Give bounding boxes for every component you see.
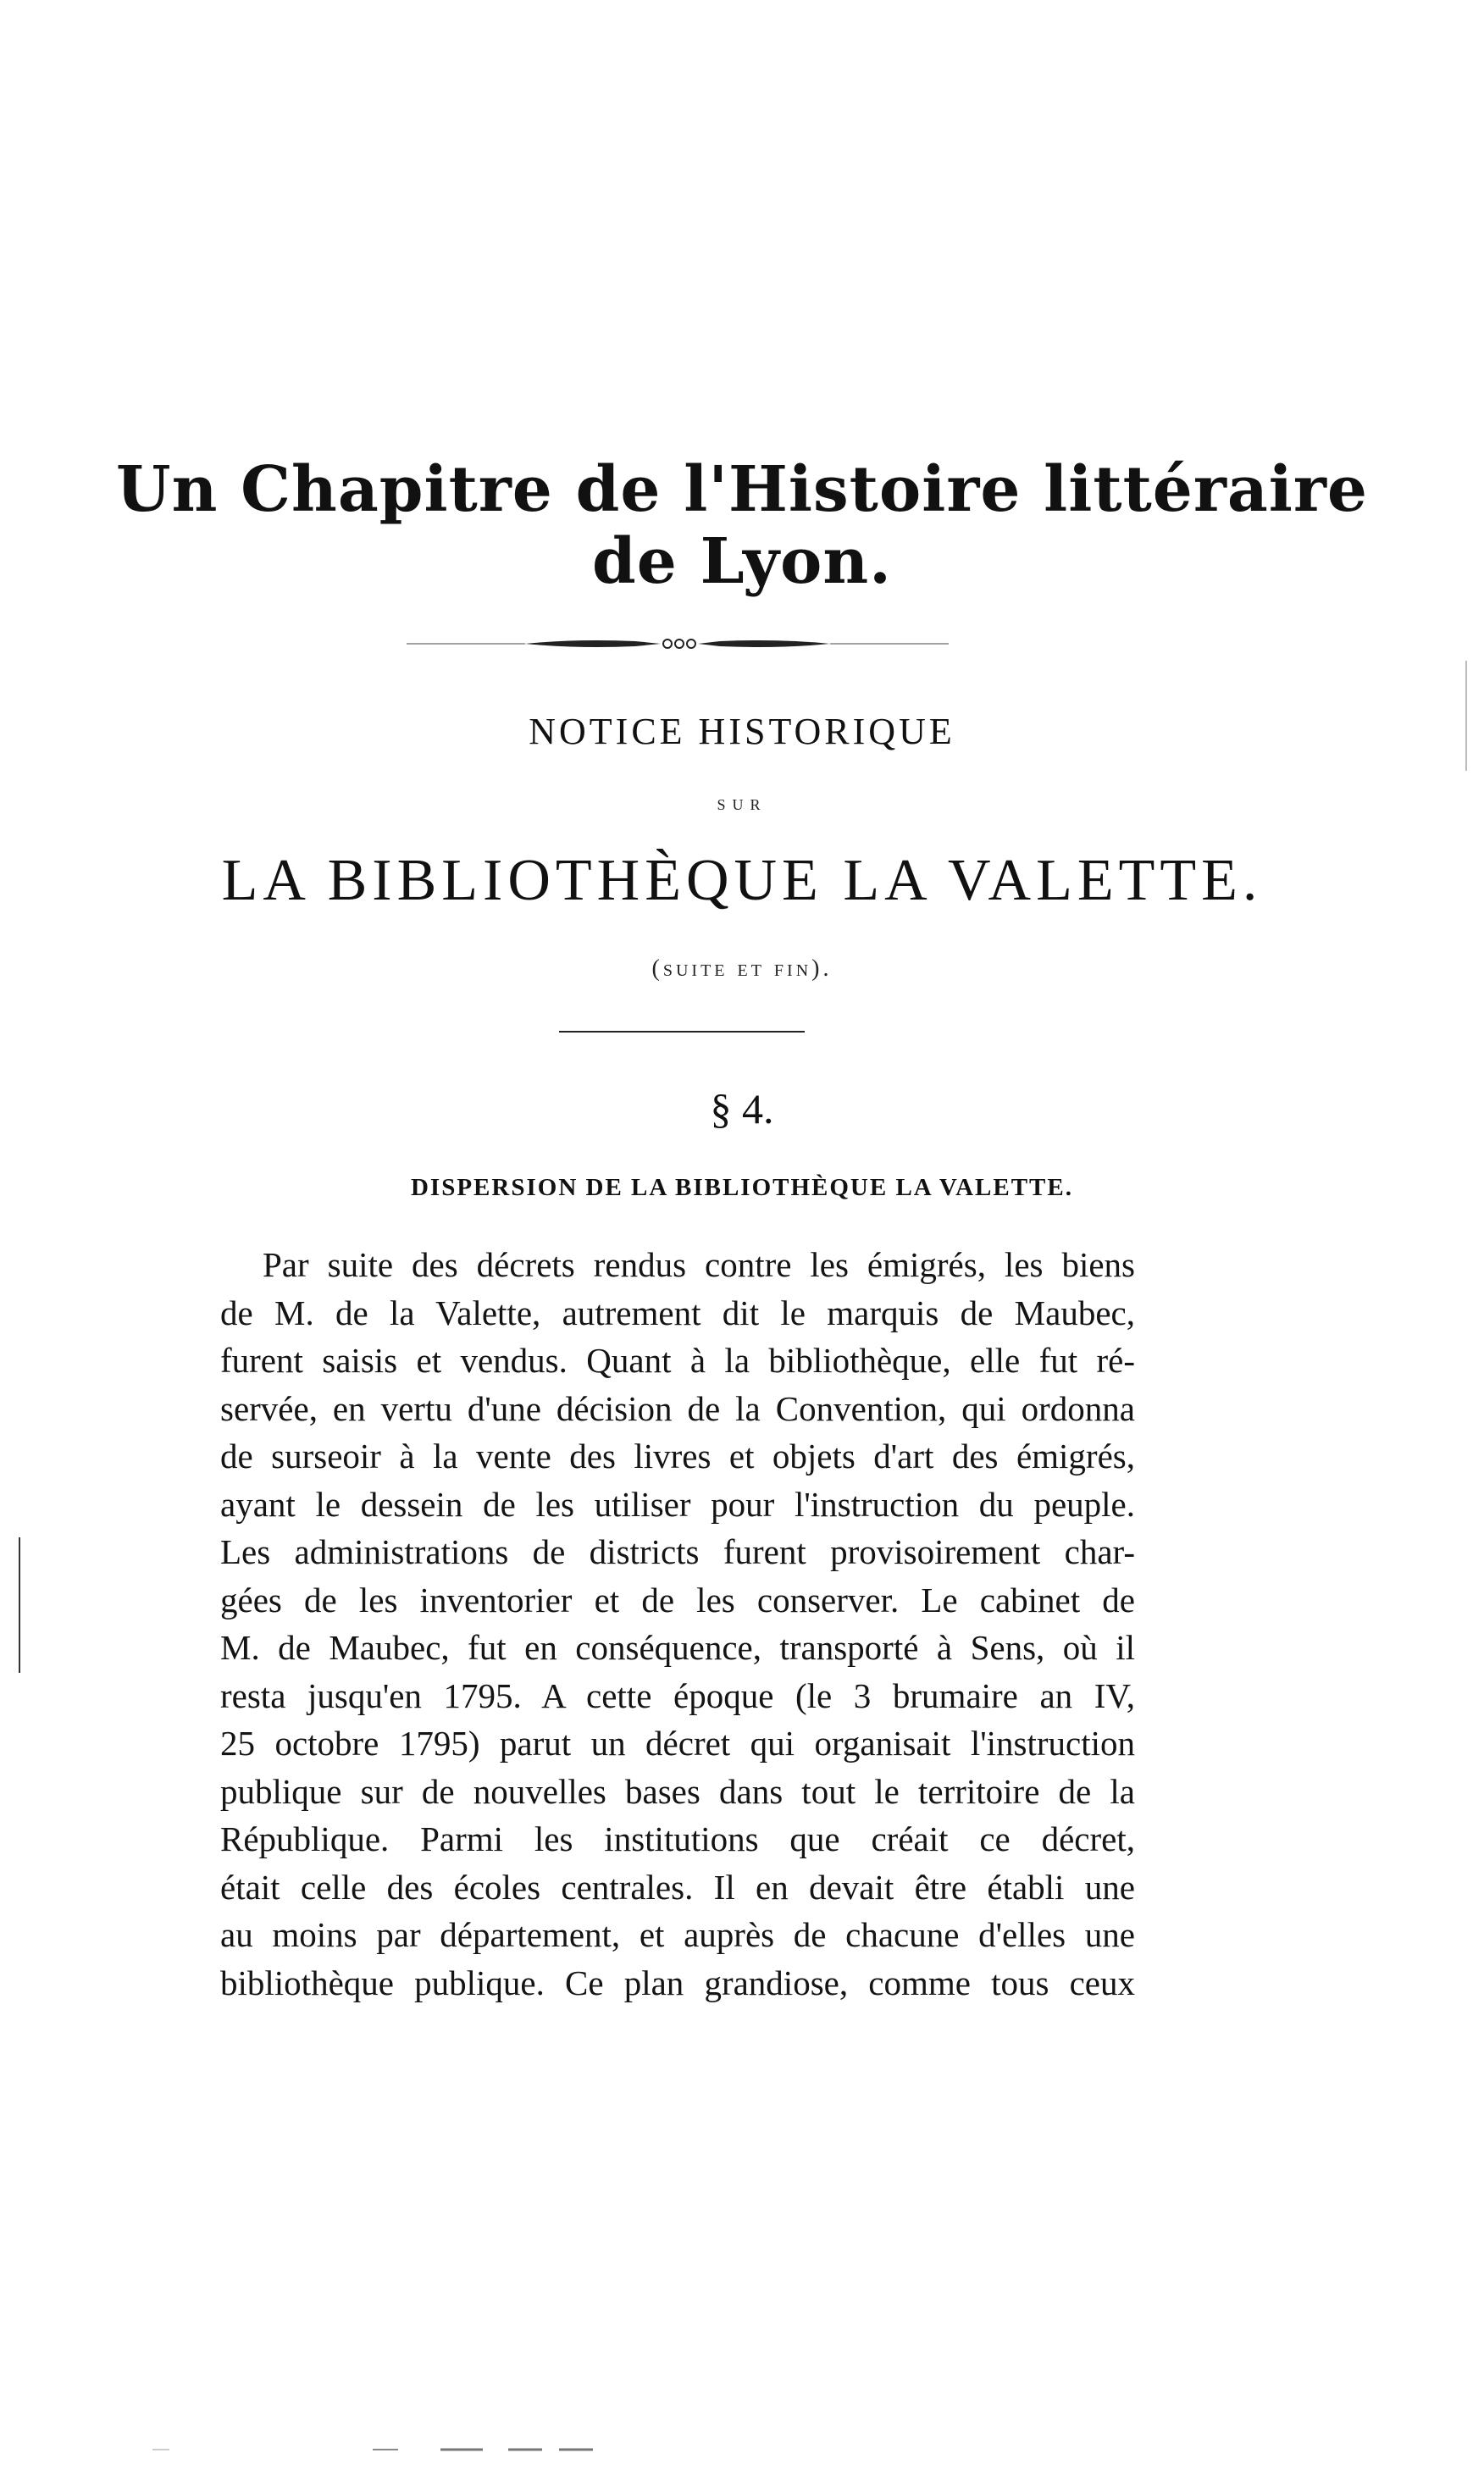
section-title: DISPERSION DE LA BIBLIOTHÈQUE LA VALETTE.: [410, 1174, 1073, 1201]
section-rule: [559, 1031, 805, 1033]
notice-heading: NOTICE HISTORIQUE: [529, 711, 955, 752]
scan-bottom-artifacts: [0, 2443, 644, 2456]
text-line: bibliothèque publique. Ce plan grandiose, comme tous ceux: [220, 1963, 1135, 2002]
scan-margin-mark: [1465, 661, 1467, 771]
notice-subject: LA BIBLIOTHÈQUE LA VALETTE.: [221, 848, 1263, 913]
text-line: 25 octobre 1795) parut un décret qui organisait l'instruction: [220, 1724, 1135, 1763]
text-line: de M. de la Valette, autrement dit le marquis de Maubec,: [220, 1293, 1135, 1332]
text-line: République. Parmi les institutions que créait ce décret,: [220, 1819, 1135, 1858]
ornamental-divider: [407, 627, 949, 661]
body-paragraph: [220, 1241, 1135, 2007]
text-line: Par suite des décrets rendus contre les émigrés, les biens: [263, 1245, 1135, 1284]
text-line: au moins par département, et auprès de chacune d'elles une: [220, 1915, 1135, 1954]
text-line: resta jusqu'en 1795. A cette époque (le 3 brumaire an IV,: [220, 1675, 1135, 1715]
scan-margin-mark: [19, 1537, 20, 1673]
text-line: de surseoir à la vente des livres et objets d'art des émigrés,: [220, 1437, 1135, 1476]
text-line: furent saisis et vendus. Quant à la bibliothèque, elle fut ré-: [220, 1341, 1135, 1380]
text-line: était celle des écoles centrales. Il en devait être établi une: [220, 1867, 1135, 1907]
text-line: Les administrations de districts furent provisoirement char-: [220, 1532, 1135, 1571]
chapter-title-line-2: de Lyon.: [592, 525, 892, 598]
text-line: servée, en vertu d'une décision de la Convention, qui ordonna: [220, 1388, 1135, 1428]
text-line: ayant le dessein de les utiliser pour l'instruction du peuple.: [220, 1484, 1135, 1524]
notice-sur: SUR: [717, 796, 767, 813]
notice-continuation: (suite et fin).: [651, 955, 833, 982]
text-line: M. de Maubec, fut en conséquence, transporté à Sens, où il: [220, 1628, 1135, 1667]
text-line: publique sur de nouvelles bases dans tout le territoire de la: [220, 1771, 1135, 1811]
section-number: § 4.: [710, 1085, 774, 1132]
chapter-title-line-1: Un Chapitre de l'Histoire littéraire: [116, 453, 1368, 526]
text-line: gées de les inventorier et de les conserver. Le cabinet de: [220, 1580, 1135, 1620]
